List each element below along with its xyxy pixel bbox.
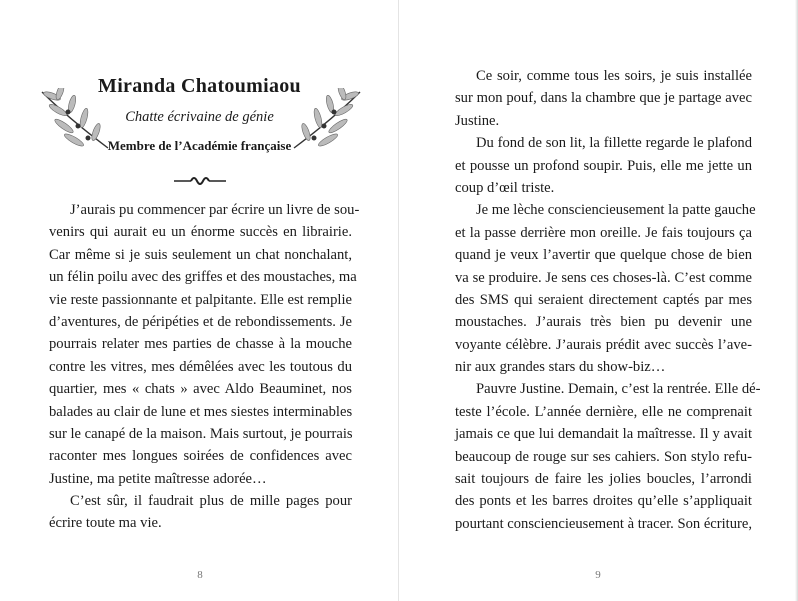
page-number: 8 bbox=[197, 569, 203, 581]
text-line: quartier, mes « chats » avec Aldo Beauminet, nos bbox=[49, 381, 352, 398]
author-subtitle: Chatte écrivaine de génie bbox=[125, 109, 274, 125]
text-line: raconter mes longues soirées de confidences avec bbox=[49, 448, 352, 465]
text-line: pourrais relater mes parties de chasse à la mouche bbox=[49, 336, 352, 353]
text-line: et la passe derrière mon oreille. Je fais toujours ça bbox=[455, 224, 752, 241]
left-page-body bbox=[49, 199, 360, 535]
text-line: beaucoup de rouge sur ses cahiers. Son stylo refu- bbox=[455, 448, 752, 465]
page-number: 9 bbox=[595, 569, 601, 581]
text-line: pourtant consciencieusement à tracer. Son écriture, bbox=[455, 515, 753, 532]
author-name: Miranda Chatoumiaou bbox=[98, 75, 301, 97]
text-line: vie reste passionnante et palpitante. Elle est remplie bbox=[49, 291, 352, 308]
text-line: Du fond de son lit, la fillette regarde le plafond bbox=[476, 135, 752, 152]
text-line: sur le canapé de la maison. Mais surtout, je pourrais bbox=[49, 425, 353, 442]
text-line: des SMS qui seraient directement captés par mes bbox=[455, 291, 752, 308]
text-line: contre les vitres, mes démêlées avec les toutous du bbox=[49, 358, 352, 375]
text-line: va se produire. Je sens ces choses-là. C’est comme bbox=[455, 269, 752, 286]
text-line: J’aurais pu commencer par écrire un livre de sou- bbox=[70, 202, 360, 218]
text-line: jamais ce que lui demandait la maîtresse. Il y avait bbox=[455, 426, 752, 443]
text-line: Justine, ma petite maîtresse adorée… bbox=[49, 470, 267, 487]
text-line: nir aux grandes stars du show-biz… bbox=[455, 359, 666, 376]
text-line: d’aventures, de péripéties et de rebondissements. Je bbox=[49, 313, 352, 330]
text-line: et pousse un profond soupir. Puis, elle me jette un bbox=[455, 157, 752, 174]
text-line: sur mon pouf, dans la chambre que je partage avec bbox=[455, 90, 752, 107]
right-page-body bbox=[455, 65, 761, 535]
author-membership: Membre de l’Académie française bbox=[107, 138, 292, 153]
text-line: moustaches. J’aurais très bien pu devenir une bbox=[455, 314, 752, 331]
text-line: Ce soir, comme tous les soirs, je suis installée bbox=[476, 68, 752, 84]
text-line: un félin poilu avec des griffes et des moustaches, ma bbox=[49, 269, 357, 286]
text-line: teste l’école. L’année dernière, elle ne comprenait bbox=[455, 403, 752, 420]
text-line: venirs qui aurait eu un énorme succès en librairie. bbox=[49, 224, 352, 241]
text-line: Justine. bbox=[455, 112, 500, 129]
text-line: balades au clair de lune et mes siestes interminables bbox=[49, 403, 353, 420]
flourish-ornament-icon bbox=[173, 175, 227, 187]
text-line: sait toujours de faire les jolies boucles, l’arrondi bbox=[455, 471, 752, 488]
right-page bbox=[399, 0, 798, 601]
text-line: Car même si je suis seulement un chat nonchalant, bbox=[49, 246, 352, 263]
text-line: C’est sûr, il faudrait plus de mille pages pour bbox=[70, 493, 352, 510]
text-line: coup d’œil triste. bbox=[455, 179, 555, 196]
text-line: Je me lèche consciencieusement la patte gauche bbox=[476, 202, 756, 219]
text-line: quand je veux l’avertir que quelque chose de bien bbox=[455, 247, 752, 264]
text-line: voyante célèbre. J’aurais prédit avec succès l’ave- bbox=[455, 336, 752, 353]
text-line: Pauvre Justine. Demain, c’est la rentrée. Elle dé- bbox=[476, 381, 761, 398]
text-line: des ponts et les barres droites qu’elle s’appliquait bbox=[455, 493, 752, 510]
text-line: écrire toute ma vie. bbox=[49, 515, 162, 532]
